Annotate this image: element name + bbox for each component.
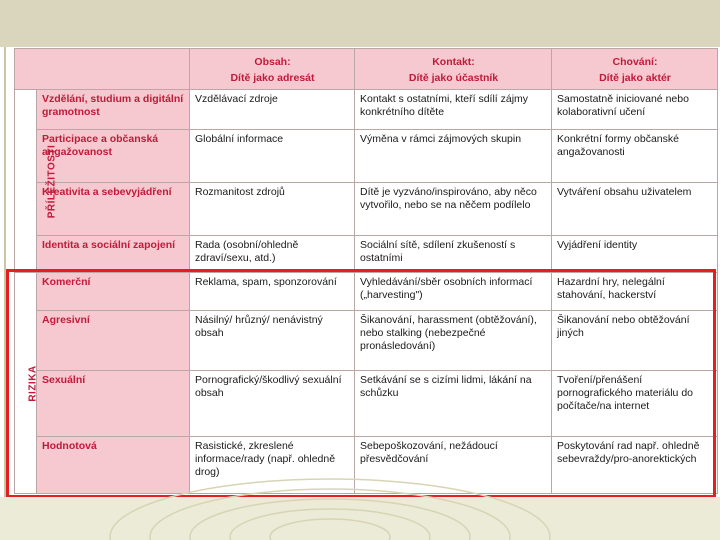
table-row bbox=[15, 236, 718, 273]
table-cell: Vyhledávání/sběr osobních informací („harvesting") bbox=[355, 273, 552, 311]
table-cell: Rozmanitost zdrojů bbox=[190, 183, 355, 236]
table-cell: Šikanování, harassment (obtěžování), nebo stalking (nebezpečné pronásledování) bbox=[355, 311, 552, 371]
table-cell: Sebepoškozování, nežádoucí přesvědčování bbox=[355, 437, 552, 494]
row-label: Kreativita a sebevyjádření bbox=[37, 183, 190, 236]
column-title: Chování: bbox=[612, 55, 658, 68]
table-cell: Reklama, spam, sponzorování bbox=[190, 273, 355, 311]
row-label: Identita a sociální zapojení bbox=[37, 236, 190, 273]
table-cell: Dítě je vyzváno/inspirováno, aby něco vytvořilo, nebo se na něčem podílelo bbox=[355, 183, 552, 236]
table-cell: Rada (osobní/ohledně zdraví/sexu, atd.) bbox=[190, 236, 355, 273]
table-cell: Hazardní hry, nelegální stahování, hackerství bbox=[552, 273, 718, 311]
table-cell: Výměna v rámci zájmových skupin bbox=[355, 130, 552, 183]
table-cell: Sociální sítě, sdílení zkušeností s ostatními bbox=[355, 236, 552, 273]
table-cell: Kontakt s ostatními, kteří sdílí zájmy konkrétního dítěte bbox=[355, 90, 552, 130]
left-rule bbox=[4, 47, 6, 497]
group-label-opportunities: PŘÍLEŽITOSTI bbox=[15, 90, 37, 273]
column-subtitle: Dítě jako adresát bbox=[230, 71, 315, 84]
row-label: Participace a občanská angažovanost bbox=[37, 130, 190, 183]
table-cell: Globální informace bbox=[190, 130, 355, 183]
table-cell: Tvoření/přenášení pornografického materiálu do počítače/na internet bbox=[552, 371, 718, 437]
header-row bbox=[15, 49, 718, 90]
table-cell: Šikanování nebo obtěžování jiných bbox=[552, 311, 718, 371]
table-row bbox=[15, 311, 718, 371]
table-cell: Vyjádření identity bbox=[552, 236, 718, 273]
header-corner bbox=[15, 49, 190, 90]
table-row bbox=[15, 437, 718, 494]
column-subtitle: Dítě jako aktér bbox=[599, 71, 671, 84]
column-title: Kontakt: bbox=[432, 55, 475, 68]
column-title: Obsah: bbox=[254, 55, 291, 68]
group-label-risks: RIZIKA bbox=[15, 273, 37, 494]
column-header-contact bbox=[355, 49, 552, 90]
row-label: Sexuální bbox=[37, 371, 190, 437]
table-cell: Vytváření obsahu uživatelem bbox=[552, 183, 718, 236]
table-row bbox=[15, 183, 718, 236]
table-row bbox=[15, 130, 718, 183]
top-band bbox=[0, 0, 720, 47]
table-cell: Vzdělávací zdroje bbox=[190, 90, 355, 130]
table-cell: Pornografický/škodlivý sexuální obsah bbox=[190, 371, 355, 437]
column-header-conduct bbox=[552, 49, 718, 90]
table-row bbox=[15, 371, 718, 437]
column-subtitle: Dítě jako účastník bbox=[408, 71, 499, 84]
table-wrap bbox=[14, 48, 717, 493]
ripple-decoration bbox=[0, 497, 720, 540]
table-cell: Konkrétní formy občanské angažovanosti bbox=[552, 130, 718, 183]
table-cell: Samostatně iniciované nebo kolaborativní učení bbox=[552, 90, 718, 130]
column-header-content bbox=[190, 49, 355, 90]
table-cell: Setkávání se s cizími lidmi, lákání na schůzku bbox=[355, 371, 552, 437]
table-cell: Poskytování rad např. ohledně sebevraždy/pro-anorektických bbox=[552, 437, 718, 494]
table-cell: Rasistické, zkreslené informace/rady (např. ohledně drog) bbox=[190, 437, 355, 494]
row-label: Komerční bbox=[37, 273, 190, 311]
table-row bbox=[15, 90, 718, 130]
table-row bbox=[15, 273, 718, 311]
row-label: Hodnotová bbox=[37, 437, 190, 494]
risks-opportunities-table bbox=[14, 48, 718, 494]
row-label: Agresivní bbox=[37, 311, 190, 371]
bottom-band bbox=[0, 497, 720, 540]
table-cell: Násilný/ hrůzný/ nenávistný obsah bbox=[190, 311, 355, 371]
row-label: Vzdělání, studium a digitální gramotnost bbox=[37, 90, 190, 130]
